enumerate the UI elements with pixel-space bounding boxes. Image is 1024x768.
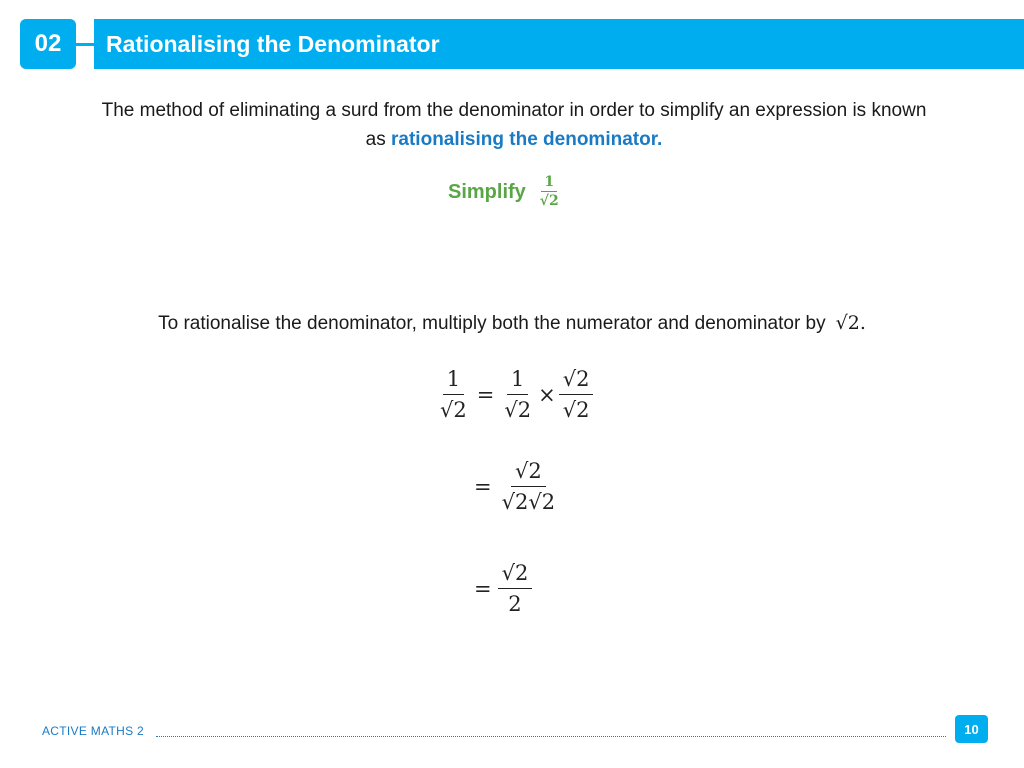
factor-1-fraction [500,366,535,423]
times-sign: × [538,382,556,407]
footer-divider [156,736,946,737]
equals-sign: = [474,576,492,601]
intro-highlight: rationalising the denominator. [391,129,663,150]
step-2-denominator: √2√2 [501,490,556,514]
equals-sign: = [474,474,492,499]
instruction-math: √2. [835,312,866,334]
intro-text: The method of eliminating a surd from the denominator in order to simplify an expression is known as [101,100,927,150]
page-title: Rationalising the Denominator [94,19,1024,69]
simplify-prompt [448,174,559,211]
step-3-fraction [498,560,533,617]
equation-step-1 [436,366,593,423]
page-number: 10 [955,715,988,743]
factor-2-numerator: √2 [559,366,594,395]
factor-1-numerator: 1 [507,366,528,395]
simplify-denominator: √2 [539,193,559,209]
lhs-numerator: 1 [443,366,464,395]
footer-label: ACTIVE MATHS 2 [42,724,144,738]
factor-2-fraction [559,366,594,423]
lhs-denominator: √2 [440,398,467,422]
intro-paragraph [100,96,928,154]
equals-sign: = [476,382,495,407]
equation-step-3 [474,560,532,617]
section-number-badge: 02 [20,19,76,69]
lhs-fraction [436,366,471,423]
header-connector [76,43,94,46]
instruction-sentence: To rationalise the denominator, multiply both the numerator and denominator by [158,313,826,334]
step-2-fraction [498,458,559,515]
factor-2-denominator: √2 [562,398,590,422]
step-2-numerator: √2 [511,458,546,487]
simplify-label: Simplify [448,181,526,203]
step-3-numerator: √2 [498,560,533,589]
step-3-denominator: 2 [508,592,522,616]
simplify-fraction [540,174,559,211]
factor-1-denominator: √2 [504,398,532,422]
equation-step-2 [474,458,559,515]
instruction-text [0,312,1024,335]
simplify-numerator: 1 [541,174,557,192]
